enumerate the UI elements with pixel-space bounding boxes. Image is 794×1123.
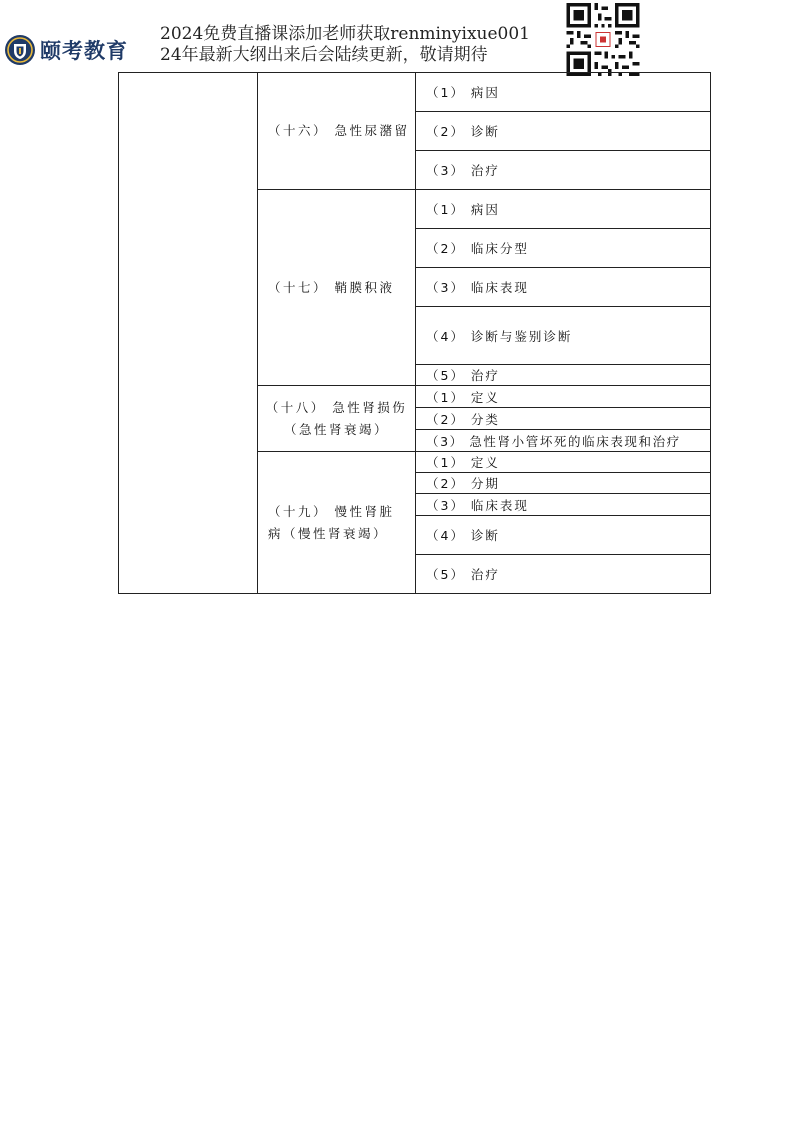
- list-item: （4） 诊断与鉴别诊断: [416, 307, 711, 365]
- list-item: （2） 分期: [416, 473, 711, 494]
- list-item: （2） 分类: [416, 408, 711, 430]
- list-item: （1） 病因: [416, 190, 711, 229]
- list-item: （2） 临床分型: [416, 229, 711, 268]
- topic-16-cell: （十六） 急性尿潴留: [258, 73, 416, 190]
- list-item: （4） 诊断: [416, 516, 711, 555]
- list-item: （1） 定义: [416, 386, 711, 408]
- brand-logo: [4, 31, 144, 69]
- logo-text: 颐考教育: [40, 39, 128, 63]
- shield-logo-icon: [4, 34, 36, 66]
- list-item: （3） 急性肾小管坏死的临床表现和治疗: [416, 430, 711, 452]
- list-item: （3） 临床表现: [416, 494, 711, 516]
- list-item: （5） 治疗: [416, 365, 711, 386]
- topic-19-cell: （十九） 慢性肾脏 病（慢性肾衰竭）: [258, 452, 416, 594]
- list-item: （1） 定义: [416, 452, 711, 473]
- list-item: （1） 病因: [416, 73, 711, 112]
- list-item: （3） 临床表现: [416, 268, 711, 307]
- list-item: （3） 治疗: [416, 151, 711, 190]
- table-row: [119, 73, 711, 112]
- qr-code-icon: [565, 3, 641, 76]
- promo-line-1: 2024免费直播课添加老师获取renminyixue001: [160, 24, 530, 44]
- topic-17-cell: （十七） 鞘膜积液: [258, 190, 416, 386]
- list-item: （2） 诊断: [416, 112, 711, 151]
- topic-18-cell: （十八） 急性肾损伤 （急性肾衰竭）: [258, 386, 416, 452]
- syllabus-outline-table: [118, 72, 711, 594]
- list-item: （5） 治疗: [416, 555, 711, 594]
- promo-line-2: 24年最新大纲出来后会陆续更新，敬请期待: [160, 45, 488, 65]
- empty-column-cell: [119, 73, 258, 594]
- page-header: [0, 0, 794, 80]
- promo-text: [160, 24, 530, 66]
